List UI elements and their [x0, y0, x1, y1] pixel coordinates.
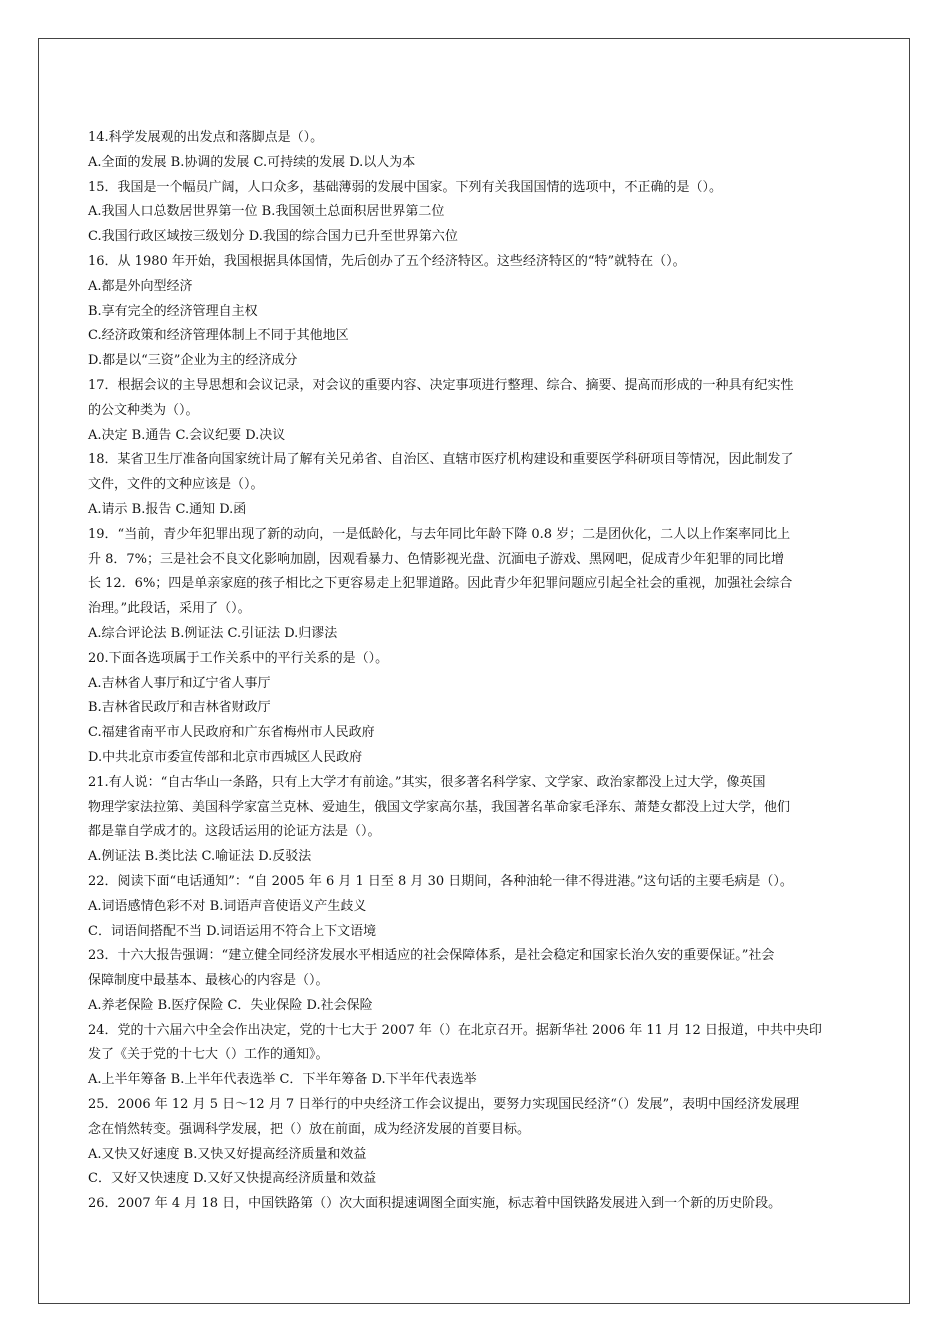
question-22-options-cd: C．词语间搭配不当 D.词语运用不符合上下文语境	[88, 923, 377, 939]
question-16-option-a: A.都是外向型经济	[88, 278, 193, 294]
question-22-options-ab: A.词语感情色彩不对 B.词语声音使语义产生歧义	[88, 898, 367, 914]
question-22: 22．阅读下面“电话通知”：“自 2005 年 6 月 1 日至 8 月 30 日期间，各种油轮一律不得进港。”这句话的主要毛病是（）。	[88, 873, 793, 889]
question-19-line-3: 长 12．6%；四是单亲家庭的孩子相比之下更容易走上犯罪道路。因此青少年犯罪问题应引起全社会的重视，加强社会综合	[88, 576, 793, 592]
question-19-line-1: 19．“当前，青少年犯罪出现了新的动向，一是低龄化，与去年同比年龄下降 0.8 岁；二是团伙化，二人以上作案率同比上	[88, 526, 791, 542]
question-18-line-2: 文件，文件的文种应该是（）。	[88, 477, 264, 493]
question-25-line-1: 25．2006 年 12 月 5 日～12 月 7 日举行的中央经济工作会议提出，要努力实现国民经济“（）发展”，表明中国经济发展理	[88, 1097, 800, 1113]
question-24-line-1: 24．党的十六届六中全会作出决定，党的十七大于 2007 年（）在北京召开。据新华社 2006 年 11 月 12 日报道，中共中央印	[88, 1022, 822, 1038]
question-15-options-ab: A.我国人口总数居世界第一位 B.我国领土总面积居世界第二位	[88, 204, 445, 220]
question-15: 15．我国是一个幅员广阔，人口众多，基础薄弱的发展中国家。下列有关我国国情的选项中，不正确的是（）。	[88, 179, 723, 195]
question-19-options: A.综合评论法 B.例证法 C.引证法 D.归谬法	[88, 625, 338, 641]
question-23-line-2: 保障制度中最基本、最核心的内容是（）。	[88, 973, 329, 989]
question-21-options: A.例证法 B.类比法 C.喻证法 D.反驳法	[88, 849, 312, 865]
question-16-option-d: D.都是以“三资”企业为主的经济成分	[88, 353, 298, 369]
question-24-line-2: 发了《关于党的十七大（）工作的通知》。	[88, 1047, 329, 1063]
question-20-option-a: A.吉林省人事厅和辽宁省人事厅	[88, 675, 271, 691]
question-20-option-b: B.吉林省民政厅和吉林省财政厅	[88, 700, 271, 716]
question-20-option-d: D.中共北京市委宣传部和北京市西城区人民政府	[88, 749, 363, 765]
question-19-line-2: 升 8．7%；三是社会不良文化影响加剧，因观看暴力、色情影视光盘、沉湎电子游戏、黑网吧，促成青少年犯罪的同比增	[88, 551, 785, 567]
question-20: 20.下面各选项属于工作关系中的平行关系的是（）。	[88, 650, 389, 666]
question-25-options-cd: C．又好又快速度 D.又好又快提高经济质量和效益	[88, 1171, 377, 1187]
question-21-line-3: 都是靠自学成才的。这段话运用的论证方法是（）。	[88, 824, 381, 840]
question-15-options-cd: C.我国行政区域按三级划分 D.我国的综合国力已升至世界第六位	[88, 229, 458, 245]
question-17-line-1: 17．根据会议的主导思想和会议记录，对会议的重要内容、决定事项进行整理、综合、摘要、提高而形成的一种具有纪实性	[88, 377, 794, 393]
question-25-line-2: 念在悄然转变。强调科学发展，把（）放在前面，成为经济发展的首要目标。	[88, 1121, 531, 1137]
question-23-options: A.养老保险 B.医疗保险 C．失业保险 D.社会保险	[88, 997, 373, 1013]
question-20-option-c: C.福建省南平市人民政府和广东省梅州市人民政府	[88, 725, 375, 741]
question-18-line-1: 18．某省卫生厅准备向国家统计局了解有关兄弟省、自治区、直辖市医疗机构建设和重要医学科研项目等情况，因此制发了	[88, 452, 794, 468]
question-16-option-b: B.享有完全的经济管理自主权	[88, 303, 258, 319]
document-body	[88, 126, 874, 1217]
question-17-line-2: 的公文种类为（）。	[88, 402, 199, 418]
question-23-line-1: 23．十六大报告强调：“建立健全同经济发展水平相适应的社会保障体系，是社会稳定和国家长治久安的重要保证。”社会	[88, 948, 775, 964]
question-26: 26．2007 年 4 月 18 日，中国铁路第（）次大面积提速调图全面实施，标志着中国铁路发展进入到一个新的历史阶段。	[88, 1196, 782, 1212]
question-16: 16．从 1980 年开始，我国根据具体国情，先后创办了五个经济特区。这些经济特区的“特”就特在（）。	[88, 253, 686, 269]
question-19-line-4: 治理。”此段话，采用了（）。	[88, 601, 251, 617]
question-16-option-c: C.经济政策和经济管理体制上不同于其他地区	[88, 328, 349, 344]
question-24-options: A.上半年筹备 B.上半年代表选举 C．下半年筹备 D.下半年代表选举	[88, 1072, 477, 1088]
question-17-options: A.决定 B.通告 C.会议纪要 D.决议	[88, 427, 286, 443]
question-21-line-1: 21.有人说：“自古华山一条路，只有上大学才有前途。”其实，很多著名科学家、文学家、政治家都没上过大学，像英国	[88, 774, 766, 790]
question-25-options-ab: A.又快又好速度 B.又快又好提高经济质量和效益	[88, 1146, 367, 1162]
question-21-line-2: 物理学家法拉第、美国科学家富兰克林、爱迪生，俄国文学家高尔基，我国著名革命家毛泽东、萧楚女都没上过大学，他们	[88, 799, 791, 815]
question-18-options: A.请示 B.报告 C.通知 D.函	[88, 501, 247, 517]
question-14-options: A.全面的发展 B.协调的发展 C.可持续的发展 D.以人为本	[88, 154, 416, 170]
question-14: 14.科学发展观的出发点和落脚点是（）。	[88, 130, 324, 145]
